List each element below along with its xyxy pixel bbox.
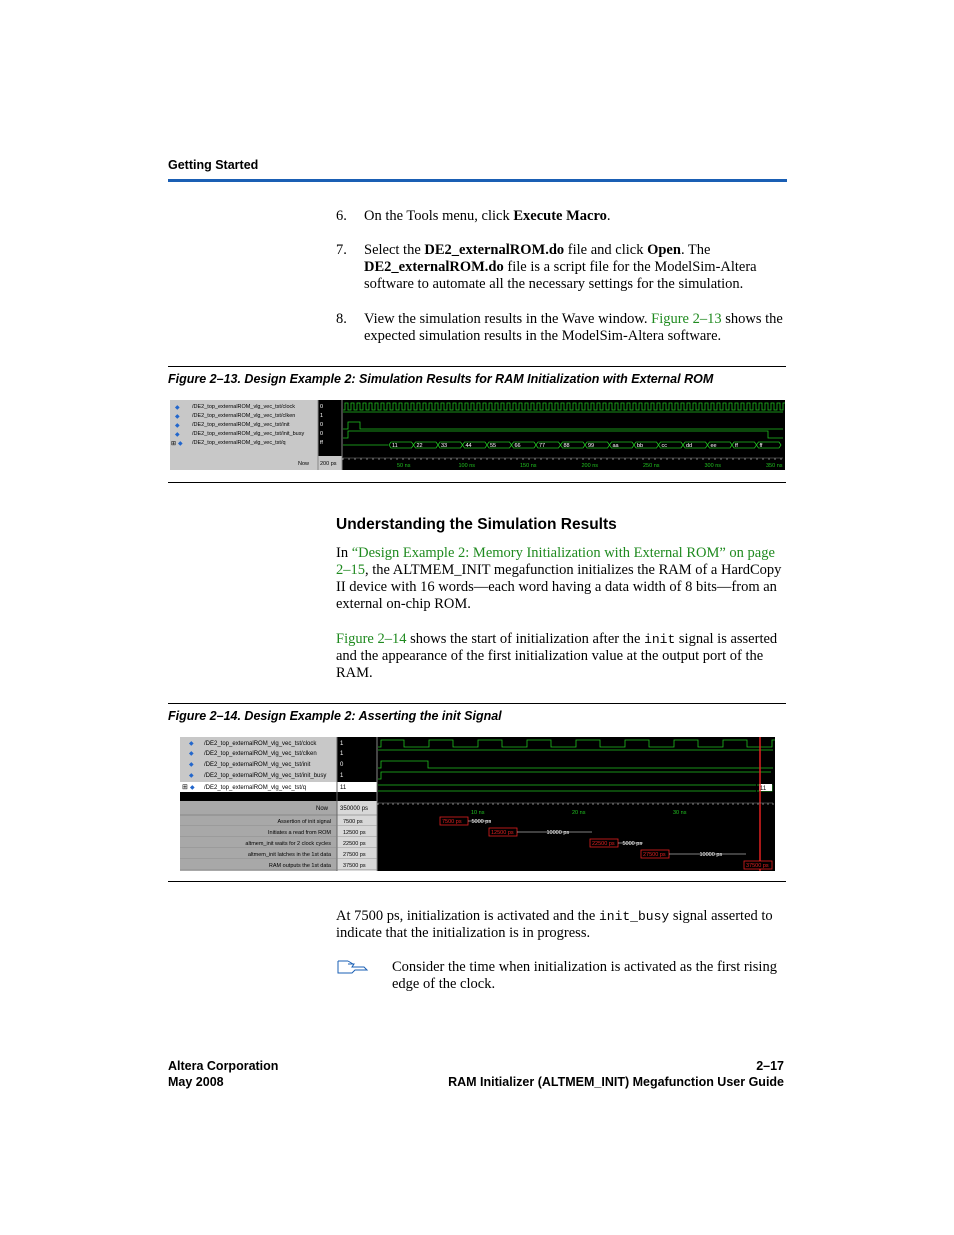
time-tick-label: 50 ns [397,463,411,469]
cursor-label: Assertion of init signal [277,819,331,825]
signal-name: /DE2_top_externalROM_vlg_vec_tst/clock [192,404,296,410]
cursor-value: 22500 ps [343,841,366,847]
signal-icon: ◆ [189,751,194,757]
bus-value: dd [686,443,693,449]
footer-company: Altera Corporation [168,1059,279,1073]
signal-row[interactable] [189,773,344,779]
time-tick-label: 350 ns [766,463,783,469]
bus-value: ee [710,443,717,449]
step-number: 7. [336,242,347,258]
figure-top-rule [168,366,786,367]
now-value: 200 ps [320,461,337,467]
time-tick-label: 20 ns [572,810,586,816]
cursor-marker[interactable] [590,839,643,847]
bus-value: 22 [416,443,423,449]
now-pane [170,456,342,470]
time-tick-label: 30 ns [673,810,687,816]
signal-name: /DE2_top_externalROM_vlg_vec_tst/clken [204,751,317,757]
signal-icon: ◆ [190,785,195,791]
now-label: Now [316,806,329,812]
signal-name: /DE2_top_externalROM_vlg_vec_tst/init [192,422,290,428]
section-paragraph-1: In “Design Example 2: Memory Initialization with External ROM” on page 2–15, the ALTMEM_INIT megafunction initializes the RAM of a HardCopy II device with 16 words—each word having a data width of 8 bits—from an external on-chip ROM. [336,545,782,612]
signal-name: /DE2_top_externalROM_vlg_vec_tst/clock [204,741,317,747]
signal-value: 0 [340,762,344,768]
note-text: Consider the time when initialization is activated as the first rising edge of the clock. [392,959,777,992]
bus-value: 88 [563,443,570,449]
cursor-value: 37500 ps [343,863,366,869]
step-6: 6. On the Tools menu, click Execute Macro. [336,208,611,224]
bus-value: cc [661,443,667,449]
step-8: 8. View the simulation results in the Wave window. Figure 2–13 shows the expected simulation results in the ModelSim-Altera software. [336,311,783,344]
q-end-value: 11 [760,786,767,792]
signal-icon: ◆ [175,405,180,411]
running-header: Getting Started [168,158,259,172]
signal-icon: ◆ [175,414,180,420]
time-tick-label: 200 ns [581,463,599,469]
signal-value: 1 [340,751,344,757]
signal-name: /DE2_top_externalROM_vlg_vec_tst/init_busy [204,773,327,779]
signal-value: ff [320,440,323,446]
figure-2-13-caption: Figure 2–13. Design Example 2: Simulation Results for RAM Initialization with External ROM [168,372,714,386]
cursor-label: altmem_init waits for 2 clock cycles [245,841,331,847]
pointing-hand-icon [336,957,370,975]
signal-icon: ◆ [175,432,180,438]
cursor-delta-label: 10000 ps [546,830,570,836]
signal-icon: ◆ [178,441,183,447]
cursor-marker-label: 22500 ps [592,841,615,847]
signal-icon: ◆ [189,773,194,779]
footer-date: May 2008 [168,1075,224,1089]
step-7: 7. Select the DE2_externalROM.do file and click Open. The DE2_externalROM.do file is a script file for the ModelSim-Altera software to automate all the necessary settings for the simulation. [336,242,757,292]
signal-value: 0 [320,422,324,428]
time-tick-label: 300 ns [704,463,722,469]
cursor-label: RAM outputs the 1st data [268,863,331,869]
cursor-marker[interactable] [744,861,772,869]
signal-icon: ◆ [189,762,194,768]
figure-2-14-waveform [180,737,775,871]
bus-value: ff [759,443,763,449]
signal-row[interactable] [175,431,323,438]
expand-icon[interactable]: ⊞ [171,441,177,447]
footer-page-number: 2–17 [756,1059,784,1073]
menu-item-execute-macro: Execute Macro [513,208,607,224]
bus-value: 99 [588,443,595,449]
after-paragraph: At 7500 ps, initialization is activated and the init_busy signal asserted to indicate that the initialization is in progress. [336,908,773,941]
time-tick-label: 150 ns [520,463,537,469]
cursor-marker-label: 7500 ps [442,819,462,825]
cursor-delta-label: 5000 ps [622,841,643,847]
bus-value: 77 [539,443,546,449]
bus-value: 11 [392,443,398,449]
bus-value: 55 [490,443,497,449]
signal-value: 1 [320,413,324,419]
header-rule [168,179,787,182]
time-tick-label: 250 ns [643,463,660,469]
design-example-link[interactable]: “Design Example 2: Memory Initialization with External ROM” on page 2–15 [336,545,775,578]
signal-value: 1 [340,741,344,747]
now-value: 350000 ps [340,806,369,812]
section-paragraph-2: Figure 2–14 shows the start of initialization after the init signal is asserted and the appearance of the first initialization value at the output port of the RAM. [336,631,778,681]
bus-value: bb [637,443,644,449]
signal-name: /DE2_top_externalROM_vlg_vec_tst/init [204,762,311,768]
bus-value: aa [612,443,619,449]
figure-2-13-waveform [170,400,785,470]
cursor-delta-label: 5000 ps [471,819,492,825]
bus-value: 66 [514,443,521,449]
figure-2-14-caption: Figure 2–14. Design Example 2: Asserting the init Signal [168,709,502,723]
figure-2-14-link[interactable]: Figure 2–14 [336,631,407,647]
bus-value: 44 [465,443,472,449]
time-tick-label: 100 ns [458,463,476,469]
time-tick-label: 10 ns [471,810,485,816]
cursor-marker-label: 27500 ps [643,852,666,858]
signal-value: 0 [320,404,324,410]
cursor-marker-label: 12500 ps [491,830,514,836]
bus-value: 33 [441,443,448,449]
signal-value: 1 [340,773,344,779]
step-number: 6. [336,208,347,224]
signal-name: /DE2_top_externalROM_vlg_vec_tst/clken [192,413,296,419]
signal-icon: ◆ [189,741,194,747]
cursor-value: 7500 ps [343,819,363,825]
bus-value: ff [735,443,738,449]
footer-guide-title: RAM Initializer (ALTMEM_INIT) Megafunction User Guide [448,1075,784,1089]
signal-name: /DE2_top_externalROM_vlg_vec_tst/q [192,440,286,446]
cursor-label: altmem_init latches in the 1st data [247,852,331,858]
cursor-label: Initiates a read from ROM [268,830,331,836]
step-number: 8. [336,311,347,327]
figure-bottom-rule [168,482,786,483]
cursor-delta-label: 10000 ps [699,852,723,858]
cursor-value: 12500 ps [343,830,366,836]
signal-name: /DE2_top_externalROM_vlg_vec_tst/init_busy [192,431,305,437]
signal-name: /DE2_top_externalROM_vlg_vec_tst/q [204,785,307,791]
signal-value: 11 [340,785,347,791]
now-label: Now [298,461,310,467]
signal-icon: ◆ [175,423,180,429]
expand-icon[interactable]: ⊞ [182,784,188,791]
figure-top-rule [168,703,786,704]
figure-bottom-rule [168,881,786,882]
signal-value: 0 [320,431,324,437]
figure-2-13-link[interactable]: Figure 2–13 [651,311,722,327]
section-heading: Understanding the Simulation Results [336,516,617,533]
cursor-marker[interactable] [440,817,491,825]
cursor-value: 27500 ps [343,852,366,858]
cursor-marker-label: 37500 ps [746,863,769,869]
